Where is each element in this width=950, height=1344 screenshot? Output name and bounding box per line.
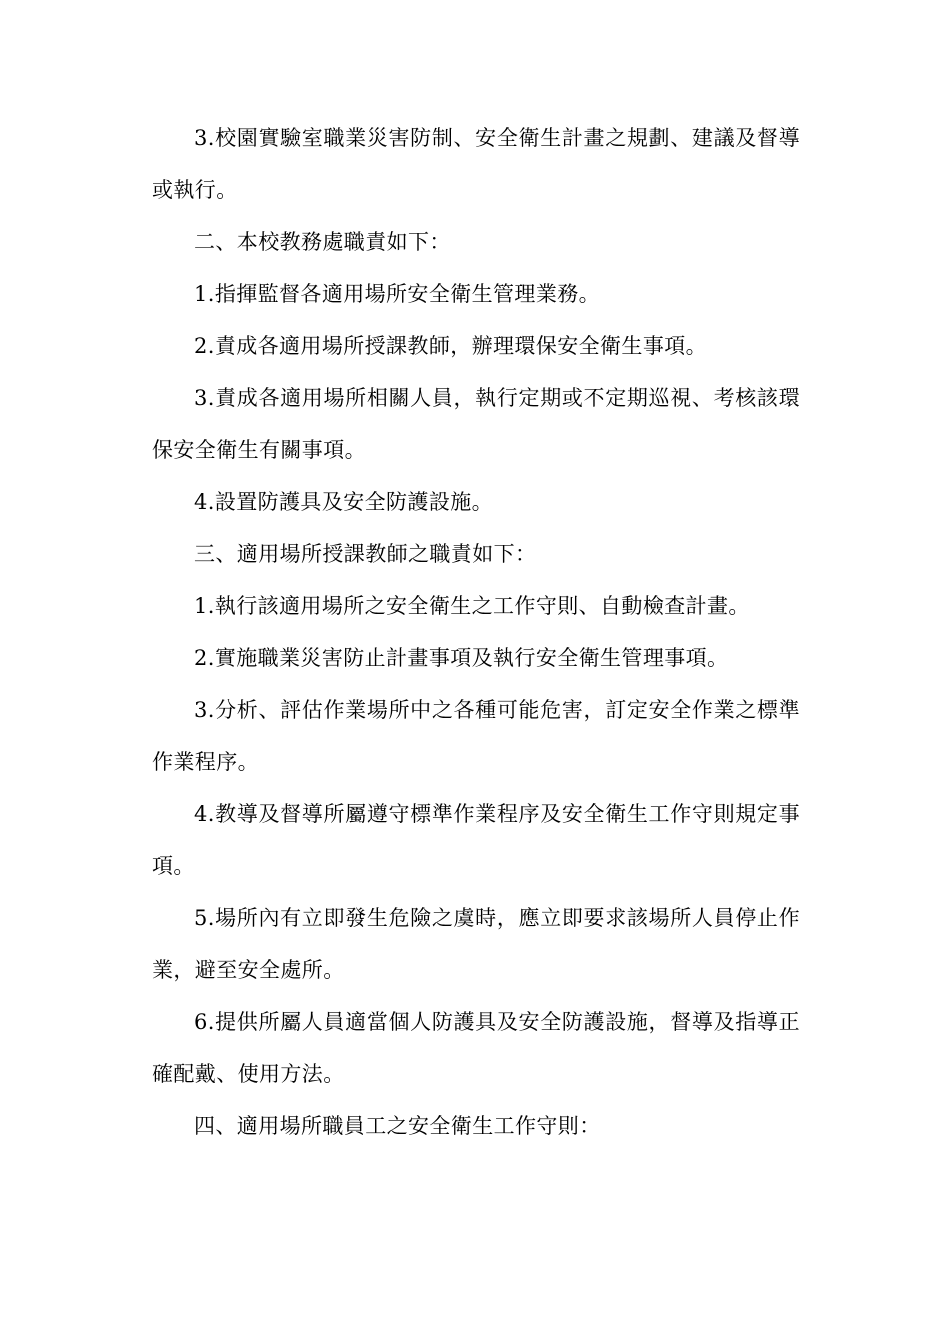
paragraph-accident-prevention: 2.實施職業災害防止計畫事項及執行安全衛生管理事項。 [194, 646, 729, 670]
heading-staff-work-rules: 四、適用場所職員工之安全衛生工作守則： [194, 1114, 601, 1138]
document-body [152, 112, 800, 1152]
heading-academic-affairs-duties: 二、本校教務處職責如下： [194, 230, 451, 254]
paragraph-execute-rules: 1.執行該適用場所之安全衛生之工作守則、自動檢查計畫。 [194, 594, 750, 618]
paragraph-supervise-compliance: 4.教導及督導所屬遵守標準作業程序及安全衛生工作守則規定事項。 [152, 802, 800, 878]
paragraph-stop-work: 5.場所內有立即發生危險之虞時，應立即要求該場所人員停止作業，避至安全處所。 [152, 906, 800, 982]
paragraph-provide-ppe: 6.提供所屬人員適當個人防護具及安全防護設施，督導及指導正確配戴、使用方法。 [152, 1010, 800, 1086]
paragraph-patrol-inspection: 3.責成各適用場所相關人員，執行定期或不定期巡視、考核該環保安全衛生有關事項。 [152, 386, 800, 462]
paragraph-lab-hazard-planning: 3.校園實驗室職業災害防制、安全衛生計畫之規劃、建議及督導或執行。 [152, 126, 800, 202]
heading-teacher-duties: 三、適用場所授課教師之職責如下： [194, 542, 537, 566]
paragraph-protective-equipment: 4.設置防護具及安全防護設施。 [194, 490, 494, 514]
paragraph-supervise-safety: 1.指揮監督各適用場所安全衛生管理業務。 [194, 282, 601, 306]
paragraph-hazard-assessment: 3.分析、評估作業場所中之各種可能危害，訂定安全作業之標準作業程序。 [152, 698, 800, 774]
paragraph-instruct-teachers: 2.責成各適用場所授課教師，辦理環保安全衛生事項。 [194, 334, 708, 358]
